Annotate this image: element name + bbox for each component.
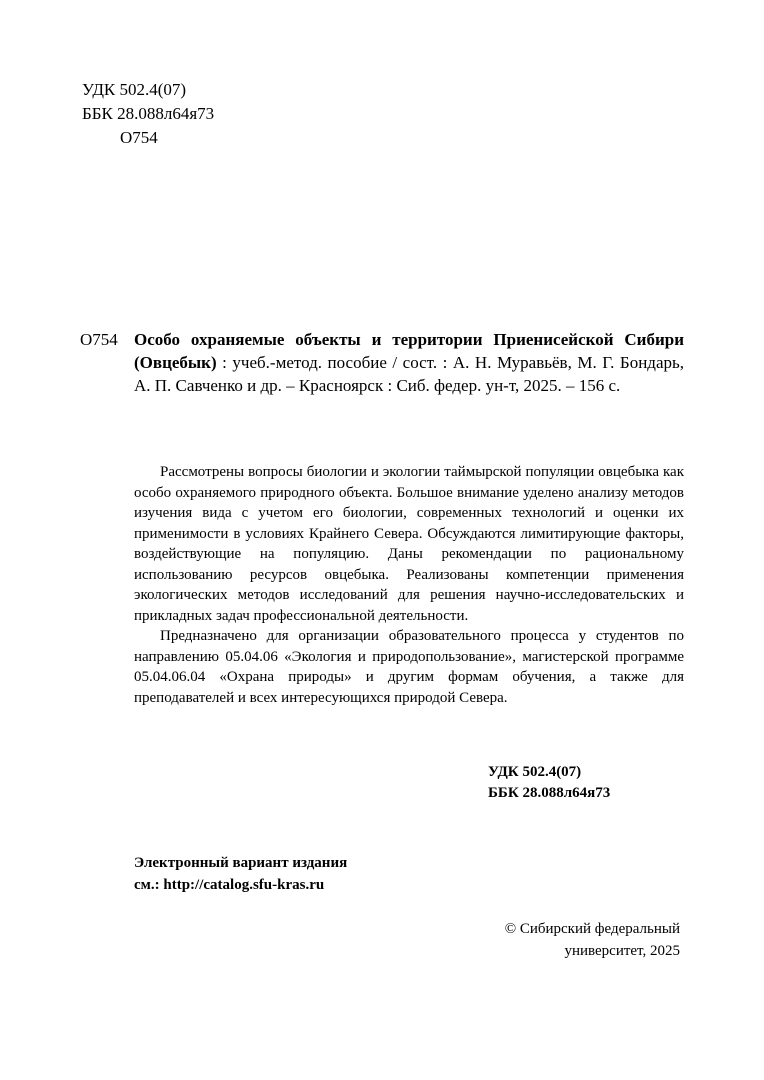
copyright-line-1: © Сибирский федеральный <box>504 921 680 937</box>
entry-author-mark: О754 <box>80 330 118 349</box>
abstract <box>134 462 684 708</box>
header-bbk: ББК 28.088л64я73 <box>82 104 215 123</box>
electronic-edition-link: см.: http://catalog.sfu-kras.ru <box>134 877 325 893</box>
footer-bbk: ББК 28.088л64я73 <box>488 785 611 801</box>
bibliographic-entry <box>134 328 684 397</box>
header-classification-codes <box>82 78 214 150</box>
header-udk: УДК 502.4(07) <box>82 80 187 99</box>
abstract-paragraph-1: Рассмотрены вопросы биологии и экологии таймырской популяции овцебыка как особо охраняемого природного объекта. Большое внимание уделено анализу методов изучения вида с учетом его биологии, современных технологий и оценки их применимости в условиях Крайнего Севера. Обсуждаются лимитирующие факторы, воздействующие на популяцию. Даны рекомендации по рациональному использованию ресурсов овцебыка. Реализованы компетенции применения экологических методов исследований для решения научно-исследовательских и прикладных задач профессиональной деятельности. <box>134 464 684 624</box>
footer-udk: УДК 502.4(07) <box>488 764 582 780</box>
header-author-mark: О754 <box>120 128 158 147</box>
abstract-paragraph-2: Предназначено для организации образовательного процесса у студентов по направлению 05.04.06 «Экология и природопользование», магистерской программе 05.04.06.04 «Охрана природы» и другим формам обучения, а также для преподавателей и всех интересующихся природой Севера. <box>134 628 684 706</box>
entry-title: Особо охраняемые объекты и территории Приенисейской Сибири (Овцебык) <box>134 330 684 372</box>
footer-classification-codes <box>488 762 610 804</box>
copyright-notice <box>505 918 680 962</box>
entry-description: : учеб.-метод. пособие / сост. : А. Н. Муравьёв, М. Г. Бондарь, А. П. Савченко и др. – Красноярск : Сиб. федер. ун-т, 2025. – 156 с. <box>134 353 684 395</box>
electronic-edition-note <box>134 852 347 896</box>
electronic-edition-title: Электронный вариант издания <box>134 855 348 871</box>
copyright-line-2: университет, 2025 <box>564 943 680 959</box>
